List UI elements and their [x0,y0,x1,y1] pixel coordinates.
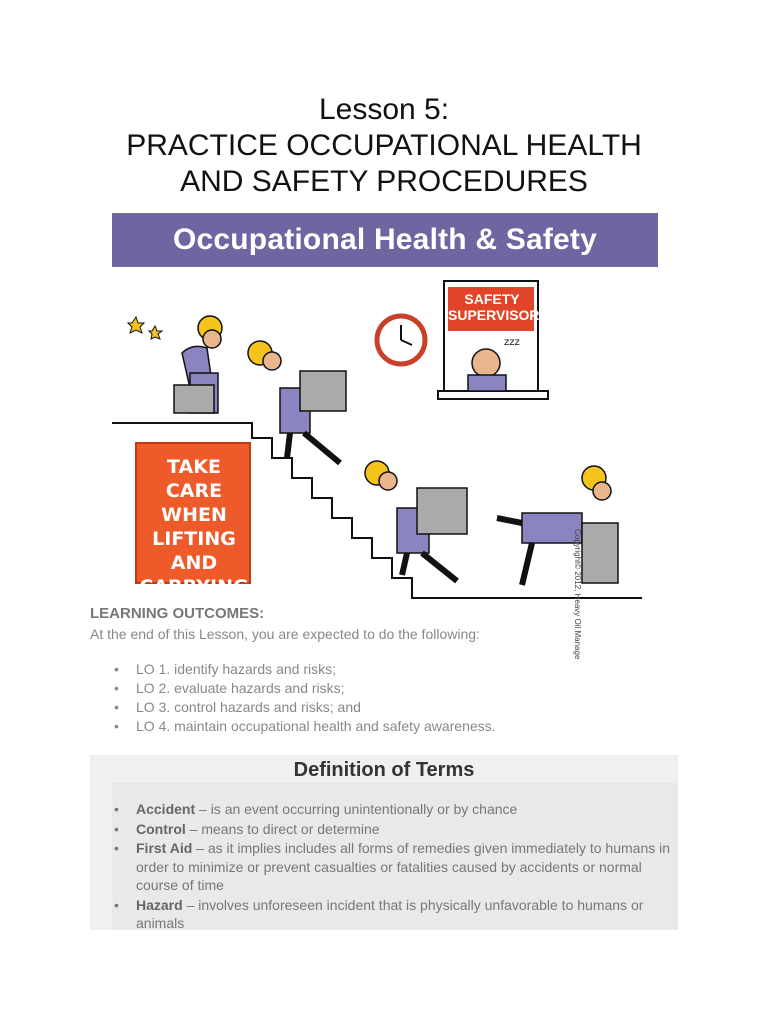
copyright-note: Copyright© 2012, Heavy Oil Manage [573,529,582,660]
worker-figure [365,461,467,581]
definition-text: – involves unforeseen incident that is physically unfavorable to humans or animals [136,896,644,931]
list-item: • LO 4. maintain occupational health and safety awareness. [112,717,496,736]
learning-outcomes-heading: LEARNING OUTCOMES: [90,605,265,622]
learning-outcomes-list [112,660,496,736]
svg-text:zzz: zzz [504,337,520,348]
definition-term: Hazard [136,896,183,913]
list-item: • LO 1. identify hazards and risks; [112,660,496,679]
illustration-banner: Occupational Health & Safety [112,213,658,267]
definitions-heading: Definition of Terms [293,759,475,781]
list-item: • LO 2. evaluate hazards and risks; [112,679,496,698]
definition-term: Accident [136,801,196,817]
definition-text: – as it implies includes all forms of remedies given immediately to humans in order to minimize or prevent casualties or fatalities caused by accidents or normal course of time [136,840,671,893]
worker-figure [248,341,346,463]
supervisor-sign-label: SAFETY SUPERVISOR [448,291,540,323]
definitions-list [112,800,672,934]
wall-clock-icon [377,316,425,364]
definition-item [112,820,672,839]
lesson-title [0,92,768,200]
definition-text: – is an event occurring unintentionally or by chance [195,801,518,817]
definition-item [112,839,672,895]
list-item: • LO 3. control hazards and risks; and [112,698,496,717]
definition-term: Control [136,820,186,837]
title-line-3: AND SAFETY PROCEDURES [180,165,588,198]
definition-term: First Aid [136,840,193,856]
learning-outcomes-intro: At the end of this Lesson, you are expected to do the following: [90,626,480,642]
lifting-sign-label: TAKE CARE WHEN LIFTING AND CARRYING [139,456,249,598]
title-line-1: Lesson 5: [318,93,450,126]
worker-figure [497,466,618,585]
definition-text: – means to direct or determine [185,820,380,837]
worker-figure [128,316,222,413]
definition-item [112,800,672,819]
title-line-2: PRACTICE OCCUPATIONAL HEALTH [126,129,642,162]
definition-item [112,896,672,933]
